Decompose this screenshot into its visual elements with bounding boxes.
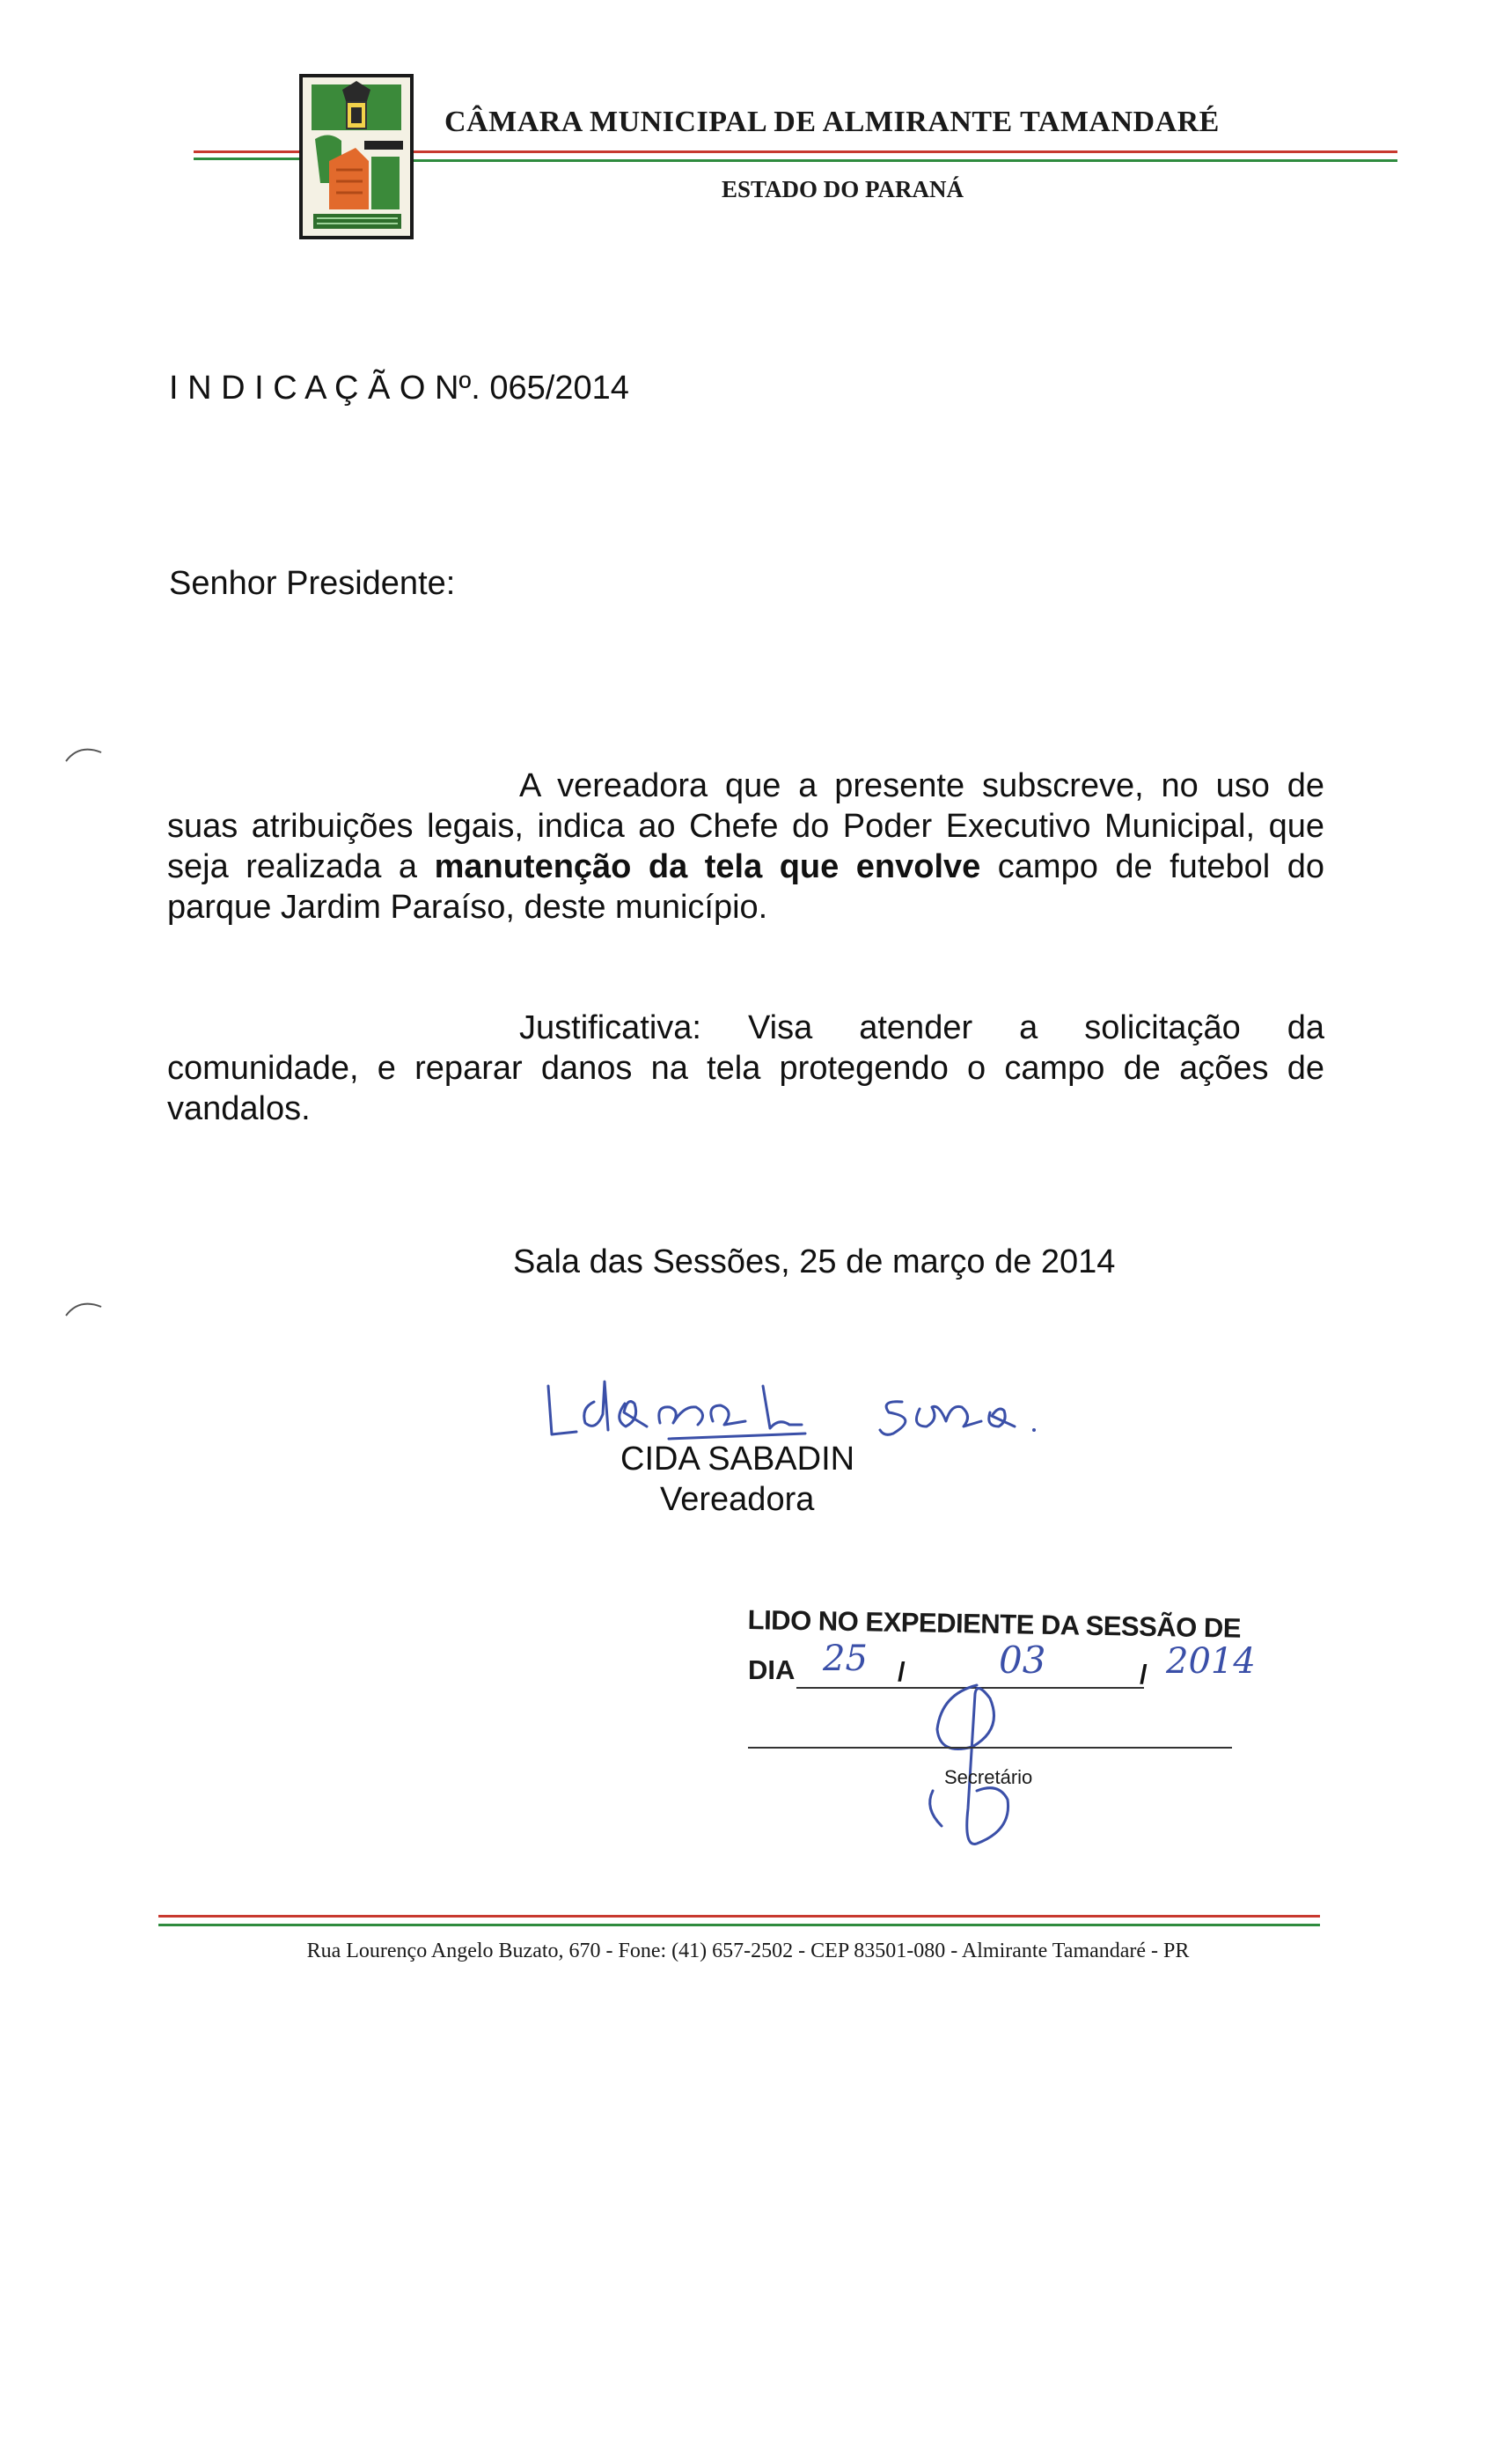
secretary-signature-line: [748, 1747, 1232, 1749]
request-text: A vereadora que a presente subscreve, no uso de suas atribuições legais, indica ao Chefe do Poder Executivo Municipal, que seja realizada a: [167, 767, 1324, 885]
stamp-date-month: 03: [999, 1639, 1046, 1682]
justification-paragraph: [167, 1008, 1324, 1129]
stamp-separator: /: [898, 1656, 906, 1687]
justification-text: Justificativa: Visa atender a solicitação da comunidade, e reparar danos na tela protegendo o campo de ações de vandalos.: [167, 1009, 1324, 1127]
place-date: Sala das Sessões, 25 de março de 2014: [513, 1243, 1116, 1280]
footer-address: Rua Lourenço Angelo Buzato, 670 - Fone: (41) 657-2502 - CEP 83501-080 - Almirante Tamandaré - PR: [306, 1940, 1190, 1962]
punch-hole-mark: [62, 1294, 106, 1320]
header-divider-red: [194, 150, 299, 153]
secretary-signature: [915, 1676, 1033, 1852]
request-text-bold: manutenção da tela que envolve: [434, 848, 981, 885]
stamp-date-day: 25: [823, 1639, 868, 1679]
coat-of-arms-icon: [299, 74, 414, 239]
stamp-separator: /: [1140, 1659, 1148, 1690]
punch-hole-mark: [62, 739, 106, 766]
signer-name: CIDA SABADIN: [620, 1441, 855, 1478]
secretary-label: Secretário: [944, 1766, 1033, 1788]
request-paragraph: [167, 766, 1324, 928]
stamp-day-label: DIA: [748, 1654, 796, 1685]
header-divider-green: [194, 158, 299, 160]
councilwoman-signature: [541, 1368, 1140, 1448]
footer-divider-red: [158, 1915, 1320, 1918]
institution-name: CÂMARA MUNICIPAL DE ALMIRANTE TAMANDARÉ: [444, 106, 1220, 138]
signer-role: Vereadora: [660, 1481, 815, 1518]
stamp-title: LIDO NO EXPEDIENTE DA SESSÃO DE: [747, 1604, 1242, 1644]
stamp-date-year: 2014: [1166, 1641, 1256, 1682]
request-text-end: campo de futebol do parque Jardim Paraíso, deste município.: [167, 848, 1324, 926]
header-divider-red: [414, 150, 1397, 153]
header-divider-green: [414, 159, 1397, 162]
state-name: ESTADO DO PARANÁ: [722, 176, 964, 202]
greeting: Senhor Presidente:: [169, 565, 456, 602]
footer-divider-green: [158, 1924, 1320, 1926]
document-heading: I N D I C A Ç Ã O Nº. 065/2014: [169, 370, 629, 407]
